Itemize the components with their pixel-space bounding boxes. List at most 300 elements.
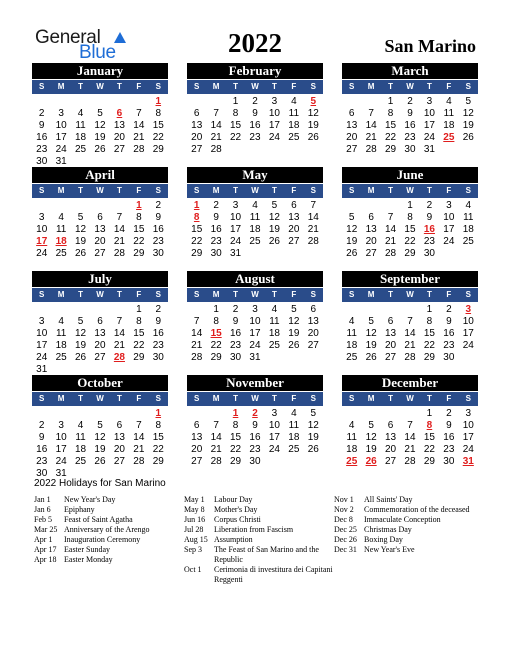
day: 6 [116,420,123,431]
day: 25 [75,144,87,155]
month-january [32,63,168,168]
day: 25 [288,444,300,455]
weekday-label: F [291,394,297,403]
day: 29 [230,456,242,467]
empty-cell [71,304,90,316]
day: 3 [58,108,64,119]
day: 2 [155,304,162,315]
day: 5 [291,304,297,315]
day: 14 [133,120,145,131]
day: 26 [307,444,319,455]
holiday-day: 5 [310,96,317,107]
day: 2 [446,408,452,419]
day: 15 [230,432,242,443]
day: 27 [346,144,358,155]
holiday-column [334,495,484,555]
day: 21 [191,340,203,351]
day: 15 [152,432,164,443]
holiday-item [184,525,334,535]
day: 30 [36,468,48,479]
empty-cell [187,408,206,420]
weekday-header [342,288,478,302]
day: 17 [36,340,48,351]
weekday-label: F [446,186,452,195]
weekday-label: F [446,82,452,91]
day: 12 [307,108,319,119]
month-may [187,167,323,260]
day: 16 [404,120,416,131]
day: 10 [36,224,48,235]
day: 26 [94,144,106,155]
weekday-label: T [78,290,83,299]
day: 23 [152,340,164,351]
holiday-item [34,535,184,545]
day: 10 [268,420,280,431]
weekday-label: W [96,290,104,299]
day: 5 [368,420,374,431]
empty-cell [32,96,51,108]
month-september [342,271,478,364]
logo-triangle-icon [114,32,126,43]
weekday-label: F [136,82,142,91]
day: 2 [252,96,258,107]
month-june [342,167,478,260]
day: 23 [210,236,222,247]
day: 24 [268,444,280,455]
day: 3 [38,316,45,327]
empty-cell [110,408,129,420]
day: 5 [271,200,278,211]
weekday-label: T [116,82,122,91]
day: 24 [249,340,261,351]
holiday-item [334,525,484,535]
day: 6 [310,304,317,315]
day: 18 [249,224,261,235]
empty-cell [71,96,90,108]
weekday-label: S [465,82,471,91]
day: 14 [191,328,203,339]
holiday-item [34,505,184,515]
day: 16 [152,224,164,235]
weekday-label: M [367,394,375,403]
day: 10 [462,420,474,431]
weekday-header [32,184,168,198]
day: 20 [346,132,358,143]
day: 8 [155,420,162,431]
day-grid [187,304,323,364]
weekday-label: M [57,290,65,299]
holiday-day: 26 [365,456,377,467]
holiday-date: Dec 8 [334,515,353,524]
holiday-name: New Year's Day [64,495,116,504]
empty-cell [90,200,109,212]
holiday-name: All Saints' Day [364,495,413,504]
day: 19 [94,444,106,455]
day: 18 [288,432,300,443]
empty-cell [342,408,361,420]
day: 13 [191,432,203,443]
weekday-label: T [78,394,83,403]
day: 3 [271,96,278,107]
day: 5 [310,408,317,419]
day: 23 [249,444,261,455]
day: 14 [210,432,222,443]
day: 4 [348,316,355,327]
holiday-day: 28 [113,352,125,363]
holiday-item [184,535,334,545]
day: 28 [385,248,397,259]
day: 23 [36,144,48,155]
day: 7 [387,212,394,223]
holidays-title: 2022 Holidays for San Marino [34,478,166,489]
empty-cell [51,200,70,212]
holiday-item [34,545,184,555]
holiday-day: 1 [193,200,200,211]
weekday-label: T [388,82,393,91]
day: 17 [55,132,67,143]
day: 19 [365,340,377,351]
weekday-header [342,184,478,198]
day: 2 [407,96,413,107]
day: 25 [268,340,280,351]
weekday-label: T [271,290,277,299]
weekday-label: S [194,186,200,195]
day: 4 [446,96,452,107]
day: 23 [423,236,435,247]
empty-cell [32,408,51,420]
day: 25 [462,236,474,247]
day: 5 [77,316,84,327]
weekday-label: S [39,186,45,195]
day: 20 [385,444,397,455]
day: 11 [55,328,67,339]
day: 13 [346,120,358,131]
month-title: August [187,271,323,287]
month-march [342,63,478,156]
weekday-label: F [136,290,142,299]
logo [35,27,125,63]
day: 10 [249,316,261,327]
holiday-item [184,495,334,505]
day: 19 [365,444,377,455]
day: 30 [423,248,435,259]
day: 10 [55,120,67,131]
day: 4 [58,316,64,327]
day: 25 [288,132,300,143]
day: 21 [404,340,416,351]
day: 27 [288,236,300,247]
weekday-label: S [194,290,200,299]
year-title: 2022 [228,28,282,58]
day: 1 [426,304,433,315]
day: 27 [191,456,203,467]
holiday-item [34,495,184,505]
day: 2 [38,108,45,119]
weekday-label: F [291,290,297,299]
holiday-day: 1 [232,408,239,419]
month-title: March [342,63,478,79]
day: 8 [155,108,162,119]
day: 30 [36,156,48,167]
holiday-date: Sep 3 [184,545,202,554]
empty-cell [342,304,361,316]
day: 29 [210,352,222,363]
day: 20 [113,132,125,143]
weekday-label: F [446,290,452,299]
day: 13 [365,224,377,235]
day: 15 [230,120,242,131]
day: 22 [191,236,203,247]
day: 7 [136,420,142,431]
day: 31 [36,364,48,375]
day: 20 [113,444,125,455]
holiday-item [334,505,484,515]
day: 10 [462,316,474,327]
weekday-label: F [446,394,452,403]
day: 10 [268,108,280,119]
weekday-label: S [310,394,316,403]
day: 28 [133,144,145,155]
day: 3 [426,96,433,107]
day: 28 [210,456,222,467]
day: 4 [348,420,355,431]
holiday-date: May 8 [184,505,205,514]
weekday-label: S [465,394,471,403]
empty-cell [90,96,109,108]
weekday-label: T [271,394,277,403]
day: 12 [365,328,377,339]
day: 20 [191,132,203,143]
month-title: June [342,167,478,183]
weekday-label: T [426,82,432,91]
day: 22 [230,132,242,143]
weekday-label: M [212,82,220,91]
empty-cell [51,408,70,420]
weekday-label: W [406,82,414,91]
day: 9 [407,108,413,119]
day: 21 [113,340,125,351]
day: 9 [155,212,162,223]
day: 9 [252,420,258,431]
day: 15 [385,120,397,131]
holiday-item [34,555,184,565]
day: 18 [462,224,474,235]
day: 7 [136,108,142,119]
holiday-item [334,545,484,555]
day: 21 [365,132,377,143]
day: 22 [152,444,164,455]
day: 6 [348,108,355,119]
day: 24 [423,132,435,143]
day-grid [342,304,478,364]
day: 5 [77,212,84,223]
day: 20 [307,328,319,339]
holiday-name: The Feast of San Marino and the Republic [214,545,319,564]
holiday-day: 8 [193,212,200,223]
day: 9 [426,212,433,223]
weekday-label: W [406,394,414,403]
day: 30 [210,248,222,259]
holiday-item [184,565,334,585]
weekday-label: M [367,82,375,91]
day: 24 [462,444,474,455]
day: 22 [404,236,416,247]
day: 21 [404,444,416,455]
day: 6 [368,212,374,223]
empty-cell [32,200,51,212]
holiday-item [334,535,484,545]
day: 26 [346,248,358,259]
day: 9 [213,212,219,223]
day: 18 [268,328,280,339]
day: 14 [404,328,416,339]
empty-cell [129,408,148,420]
day: 27 [113,144,125,155]
day: 14 [133,432,145,443]
holiday-name: Labour Day [214,495,253,504]
weekday-label: T [78,186,83,195]
day: 6 [97,212,103,223]
day: 5 [97,420,103,431]
logo-text-general: General [35,27,101,48]
day: 21 [307,224,319,235]
day: 17 [230,224,242,235]
holiday-day: 6 [116,108,123,119]
holiday-name: Easter Monday [64,555,113,564]
day: 3 [271,408,278,419]
day: 7 [213,108,219,119]
weekday-header [342,392,478,406]
weekday-label: M [367,290,375,299]
day: 11 [288,420,300,431]
day-grid [32,408,168,480]
day: 26 [462,132,474,143]
empty-cell [381,304,400,316]
empty-cell [187,304,206,316]
day: 7 [116,316,123,327]
weekday-label: F [291,82,297,91]
day: 10 [443,212,455,223]
day-grid [187,408,323,468]
day: 27 [385,352,397,363]
holiday-name: Christmas Day [364,525,412,534]
weekday-label: T [271,82,277,91]
day: 26 [75,248,87,259]
weekday-header [32,288,168,302]
day: 11 [463,212,474,223]
day: 23 [249,132,261,143]
day: 25 [55,352,67,363]
day: 17 [423,120,435,131]
day: 8 [232,420,239,431]
day: 28 [210,144,222,155]
day: 25 [75,456,87,467]
empty-cell [110,304,129,316]
empty-cell [71,200,90,212]
day: 13 [385,432,397,443]
holiday-name: Feast of Saint Agatha [64,515,133,524]
day: 21 [385,236,397,247]
weekday-label: S [155,186,161,195]
month-february [187,63,323,156]
weekday-label: M [57,394,65,403]
day: 8 [136,316,142,327]
holiday-item [334,515,484,525]
empty-cell [206,96,225,108]
day: 30 [152,248,164,259]
day: 9 [232,316,239,327]
day: 6 [387,420,394,431]
day: 12 [462,108,474,119]
day: 26 [288,340,300,351]
logo-text-blue: Blue [79,42,116,63]
day: 22 [133,236,145,247]
weekday-label: M [57,82,65,91]
weekday-label: M [367,186,375,195]
weekday-label: S [39,394,45,403]
weekday-label: S [310,290,316,299]
day: 29 [191,248,203,259]
day: 21 [113,236,125,247]
day: 30 [443,456,455,467]
day: 27 [191,144,203,155]
day: 21 [210,444,222,455]
day: 18 [75,132,87,143]
holiday-item [34,515,184,525]
day: 15 [423,432,435,443]
day: 15 [404,224,416,235]
month-july [32,271,168,376]
holiday-name: Inauguration Ceremony [64,535,141,544]
holiday-day: 1 [155,96,162,107]
day-grid [187,200,323,260]
holiday-day: 2 [252,408,258,419]
day: 21 [133,132,145,143]
day: 30 [230,352,242,363]
day: 7 [407,316,413,327]
day: 1 [387,96,394,107]
holiday-name: Easter Sunday [64,545,110,554]
day: 17 [462,328,474,339]
holiday-date: Dec 31 [334,545,357,554]
month-april [32,167,168,260]
empty-cell [381,408,400,420]
weekday-label: W [96,82,104,91]
empty-cell [71,408,90,420]
day: 18 [288,120,300,131]
day: 5 [368,316,374,327]
empty-cell [129,96,148,108]
day: 12 [94,120,106,131]
day: 7 [116,212,123,223]
day: 18 [55,340,67,351]
weekday-label: S [465,290,471,299]
day: 16 [36,444,48,455]
day: 17 [462,432,474,443]
day: 11 [249,212,261,223]
day: 1 [213,304,219,315]
holiday-date: Nov 2 [334,505,354,514]
day: 13 [113,120,125,131]
day: 9 [38,120,45,131]
weekday-label: S [310,82,316,91]
day: 16 [443,432,455,443]
weekday-label: W [406,186,414,195]
day: 4 [77,108,84,119]
day: 3 [58,420,64,431]
day: 22 [423,340,435,351]
day: 19 [268,224,280,235]
